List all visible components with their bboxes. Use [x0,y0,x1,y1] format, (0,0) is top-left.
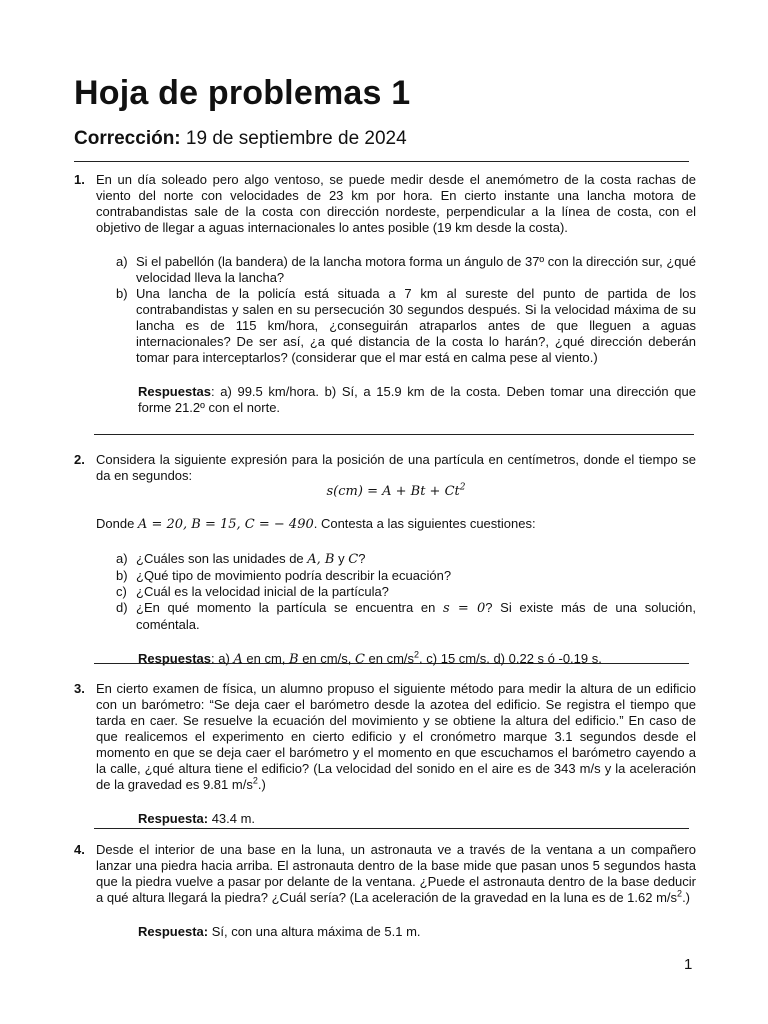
sub-question [96,568,696,584]
answer-label: Respuestas [138,651,211,666]
text-part: .) [682,890,691,905]
sub-question [96,600,696,633]
equation-exponent: 2 [459,482,466,493]
sub-question-text [136,600,696,633]
math-vars: A, B [307,552,335,567]
answer-text: en cm, [242,651,290,666]
problem-2 [74,452,696,668]
problem-1 [74,172,696,416]
problem-number: 2. [74,452,85,467]
answer-label: Respuesta: [138,811,209,826]
text-part: ? [358,551,366,566]
answer-text: en cm/s [364,651,415,666]
position-equation [96,484,696,500]
correction-label: Corrección: [74,128,181,149]
answer [138,924,696,940]
given-values [96,516,696,533]
sub-question-letter: a) [116,254,128,269]
given-constants: A = 20, B = 15, C = − 490 [137,517,314,532]
problem-statement [96,681,696,793]
sub-question-list [96,551,696,633]
sub-question-letter: b) [116,568,128,583]
math-var: B [289,652,299,667]
problem-statement: En un día soleado pero algo ventoso, se puede medir desde el anemómetro de la costa rachas de viento del norte con velocidades de 23 km por hora. En cierto instante una lancha motora de contrabandistas sale de la costa con dirección nordeste, perpendicular a la línea de costa, con el objetivo de llegar a aguas internacionales lo antes posible (19 km desde la costa). [96,172,696,235]
unit-exponent: 2 [677,888,683,899]
sub-question-text: Si el pabellón (la bandera) de la lancha motora forma un ángulo de 37º con la dirección sur, ¿qué velocidad lleva la lancha? [136,254,696,285]
given-suffix: . Contesta a las siguientes cuestiones: [313,516,536,531]
problem-4 [74,842,696,940]
problem-3 [74,681,696,827]
divider [94,828,689,829]
answer [138,811,696,827]
sub-question [96,551,696,568]
sub-question-text: ¿Qué tipo de movimiento podría describir la ecuación? [136,568,452,583]
answer [138,651,696,668]
sub-question-letter: b) [116,286,128,301]
divider-top [74,161,689,162]
text-part: Desde el interior de una base en la luna, un astronauta ve a través de la ventana a un compañero lanzar una piedra hacia arriba. El astronauta dentro de la base mide que pasan unos 5 segundos hasta que la piedra vuelve a pasar por delante de la ventana. ¿Puede el astronauta dentro de la base deducir a qué altura llegará la piedra? ¿Cuál sería? (La aceleración de la gravedad en la luna es de 1.62 m/s [96,842,696,905]
given-prefix: Donde [96,516,138,531]
answer-text: . c) 15 cm/s. d) 0.22 s ó -0.19 s. [419,651,602,666]
text-part: ¿Cuáles son las unidades de [136,551,308,566]
sub-question-letter: a) [116,551,128,566]
answer-text: Sí, con una altura máxima de 5.1 m. [208,924,421,939]
sub-question [96,584,696,600]
sub-question-text: ¿Cuál es la velocidad inicial de la partícula? [136,584,389,599]
math-var: C [348,552,359,567]
sub-question [96,254,696,286]
answer [138,384,696,416]
problem-number: 4. [74,842,85,857]
problem-statement [96,842,696,906]
equation-body: s(cm) = A + Bt + Ct [326,484,460,499]
problem-number: 1. [74,172,85,187]
sub-question-text: Una lancha de la policía está situada a 7 km al sureste del punto de partida de los contrabandistas y salen en su persecución 30 segundos después. Si la velocidad máxima de su lancha es de 115 km/hora, ¿conseguirán atraparlos antes de que lleguen a aguas internacionales? De ser así, ¿a qué distancia de la costa lo harán?, ¿qué dirección deberán tomar para interceptarlos? (considerar que el mar está en calma pese al viento.) [136,286,696,365]
math-var: A [233,652,243,667]
divider [94,434,694,435]
unit-exponent: 2 [414,649,420,660]
sub-question-text [136,551,696,568]
divider [94,663,689,664]
page-title: Hoja de problemas 1 [74,74,411,112]
problem-statement: Considera la siguiente expresión para la posición de una partícula en centímetros, donde el tiempo se da en segundos: [96,452,696,483]
text-part: .) [257,777,266,792]
math-expr: s = 0 [443,601,486,616]
text-part: ¿En qué momento la partícula se encuentra en [136,600,444,615]
text-part: y [334,551,349,566]
math-var: C [354,652,365,667]
answer-label: Respuesta: [138,924,209,939]
correction-date: 19 de septiembre de 2024 [185,128,407,149]
sub-question-list [96,254,696,366]
problem-number: 3. [74,681,85,696]
sub-question-letter: c) [116,584,127,599]
answer-text: en cm/s, [298,651,355,666]
answer-text: 43.4 m. [208,811,256,826]
answer-text: : a) 99.5 km/hora. b) Sí, a 15.9 km de la costa. Deben tomar una dirección que forme 21.2º con el norte. [138,384,696,415]
answer-label: Respuestas [138,384,211,399]
sub-question [96,286,696,366]
page-number: 1 [684,956,693,973]
sub-question-letter: d) [116,600,128,615]
answer-text: : a) [210,651,234,666]
unit-exponent: 2 [252,775,258,786]
text-part: En cierto examen de física, un alumno propuso el siguiente método para medir la altura de un edificio con un barómetro: “Se deja caer el barómetro desde la azotea del edificio. Se registra el tiempo que tarda en caer. Se resuelve la ecuación del movimiento y se obtiene la altura del edificio.” En caso de que realicemos el experimento en cierto edificio y el cronómetro marque 3.1 segundos desde el momento en que se deja caer el barómetro y el momento en que escuchamos el barómetro cayendo a la calle, ¿qué altura tiene el edificio? (La velocidad del sonido en el aire es de 343 m/s y la aceleración de la gravedad es 9.81 m/s [96,681,696,792]
correction-date-line [74,128,407,150]
text-part: ? Si existe más de una solución, coméntala. [136,600,697,632]
